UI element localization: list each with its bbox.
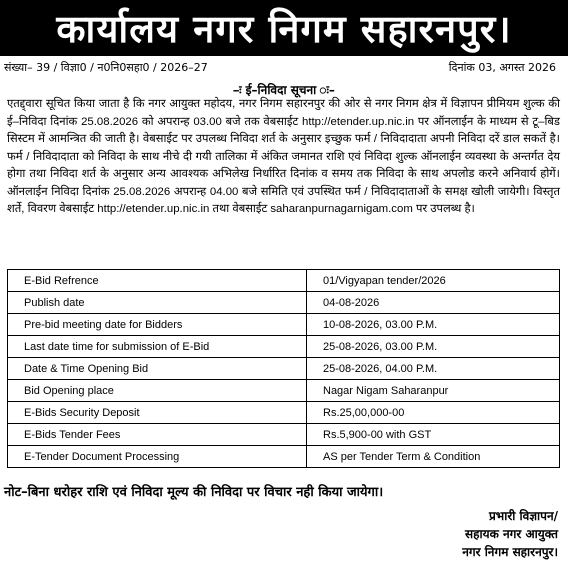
office-banner: कार्यालय नगर निगम सहारनपुर। <box>0 0 568 56</box>
reference-row <box>4 60 556 78</box>
table-cell-label: Date & Time Opening Bid <box>8 358 307 380</box>
table-cell-label: E-Bids Security Deposit <box>8 402 307 424</box>
table-cell-value: 25-08-2026, 03.00 P.M. <box>307 336 560 358</box>
signature-block <box>462 507 558 561</box>
table-cell-label: E-Bids Tender Fees <box>8 424 307 446</box>
table-row <box>8 446 560 468</box>
notice-heading: –ः ई–निविदा सूचना ः– <box>233 83 335 97</box>
reference-number: संख्या– 39 / विज्ञा0 / न0नि0सहा0 / 2026–27 <box>4 61 208 74</box>
signature-line-2: सहायक नगर आयुक्त <box>465 527 558 541</box>
table-row <box>8 402 560 424</box>
reference-date: दिनांक 03, अगस्त 2026 <box>448 61 556 74</box>
table-cell-value: AS per Tender Term & Condition <box>307 446 560 468</box>
table-row <box>8 270 560 292</box>
table-row <box>8 424 560 446</box>
table-cell-value: 01/Vigyapan tender/2026 <box>307 270 560 292</box>
signature-line-3: नगर निगम सहारनपुर। <box>462 545 558 559</box>
table-cell-label: Publish date <box>8 292 307 314</box>
table-row <box>8 358 560 380</box>
notice-body: एतद्द्वारा सूचित किया जाता है कि नगर आयुक्त महोदय, नगर निगम सहारनपुर की ओर से नगर निगम क्षेत्र में विज्ञापन प्रीमियम शुल्क की ई–निविदा दिनांक 25.08.2026 को अपरान्ह 03.00 बजे तक वेबसाईट http://etender.up.nic.in पर ऑनलाईन के माध्यम से टू–बिड सिस्टम में आमन्त्रित की जाती है। वेबसाईट पर उपलब्ध निविदा शर्त के अनुसार इच्छुक फर्म / निविदादाता अपनी निविदा दरें डाल सकतें है। फर्म / निविदादाता को निविदा के साथ नीचे दी गयी तालिका में अंकित जमानत राशि एवं निविदा शुल्क ऑनलाईन व्यवस्था के अन्तर्गत देय होगा तथा निविदा शर्त के अनुसार अन्य आवश्यक अभिलेख निर्धारित दिनांक व समय तक निविदा के साथ अपलोड करने अनिवार्य होगें। ऑनलाईन निविदा दिनांक 25.08.2026 अपरान्ह 04.00 बजे समिति एवं उपस्थित फर्म / निविदादाताओं के समक्ष खोली जायेगी। विस्तृत शर्ते, विवरण वेबसाईट http://etender.up.nic.in तथा वेबसाईट saharanpurnagarnigam.com पर उपलब्ध है। <box>7 98 560 215</box>
table-row <box>8 380 560 402</box>
table-cell-label: E-Bid Refrence <box>8 270 307 292</box>
signature-line-1: प्रभारी विज्ञापन/ <box>488 509 558 523</box>
table-row <box>8 336 560 358</box>
table-cell-label: Pre-bid meeting date for Bidders <box>8 314 307 336</box>
table-cell-label: E-Tender Document Processing <box>8 446 307 468</box>
table-cell-value: Nagar Nigam Saharanpur <box>307 380 560 402</box>
table-cell-value: Rs.25,00,000-00 <box>307 402 560 424</box>
table-cell-value: 04-08-2026 <box>307 292 560 314</box>
table-cell-label: Last date time for submission of E-Bid <box>8 336 307 358</box>
table-cell-value: Rs.5,900-00 with GST <box>307 424 560 446</box>
note-text: नोट–बिना धरोहर राशि एवं निविदा मूल्य की निविदा पर विचार नही किया जायेगा। <box>4 485 384 500</box>
table-cell-label: Bid Opening place <box>8 380 307 402</box>
tender-details-table <box>7 269 560 468</box>
table-row <box>8 292 560 314</box>
table-cell-value: 25-08-2026, 04.00 P.M. <box>307 358 560 380</box>
table-row <box>8 314 560 336</box>
table-cell-value: 10-08-2026, 03.00 P.M. <box>307 314 560 336</box>
